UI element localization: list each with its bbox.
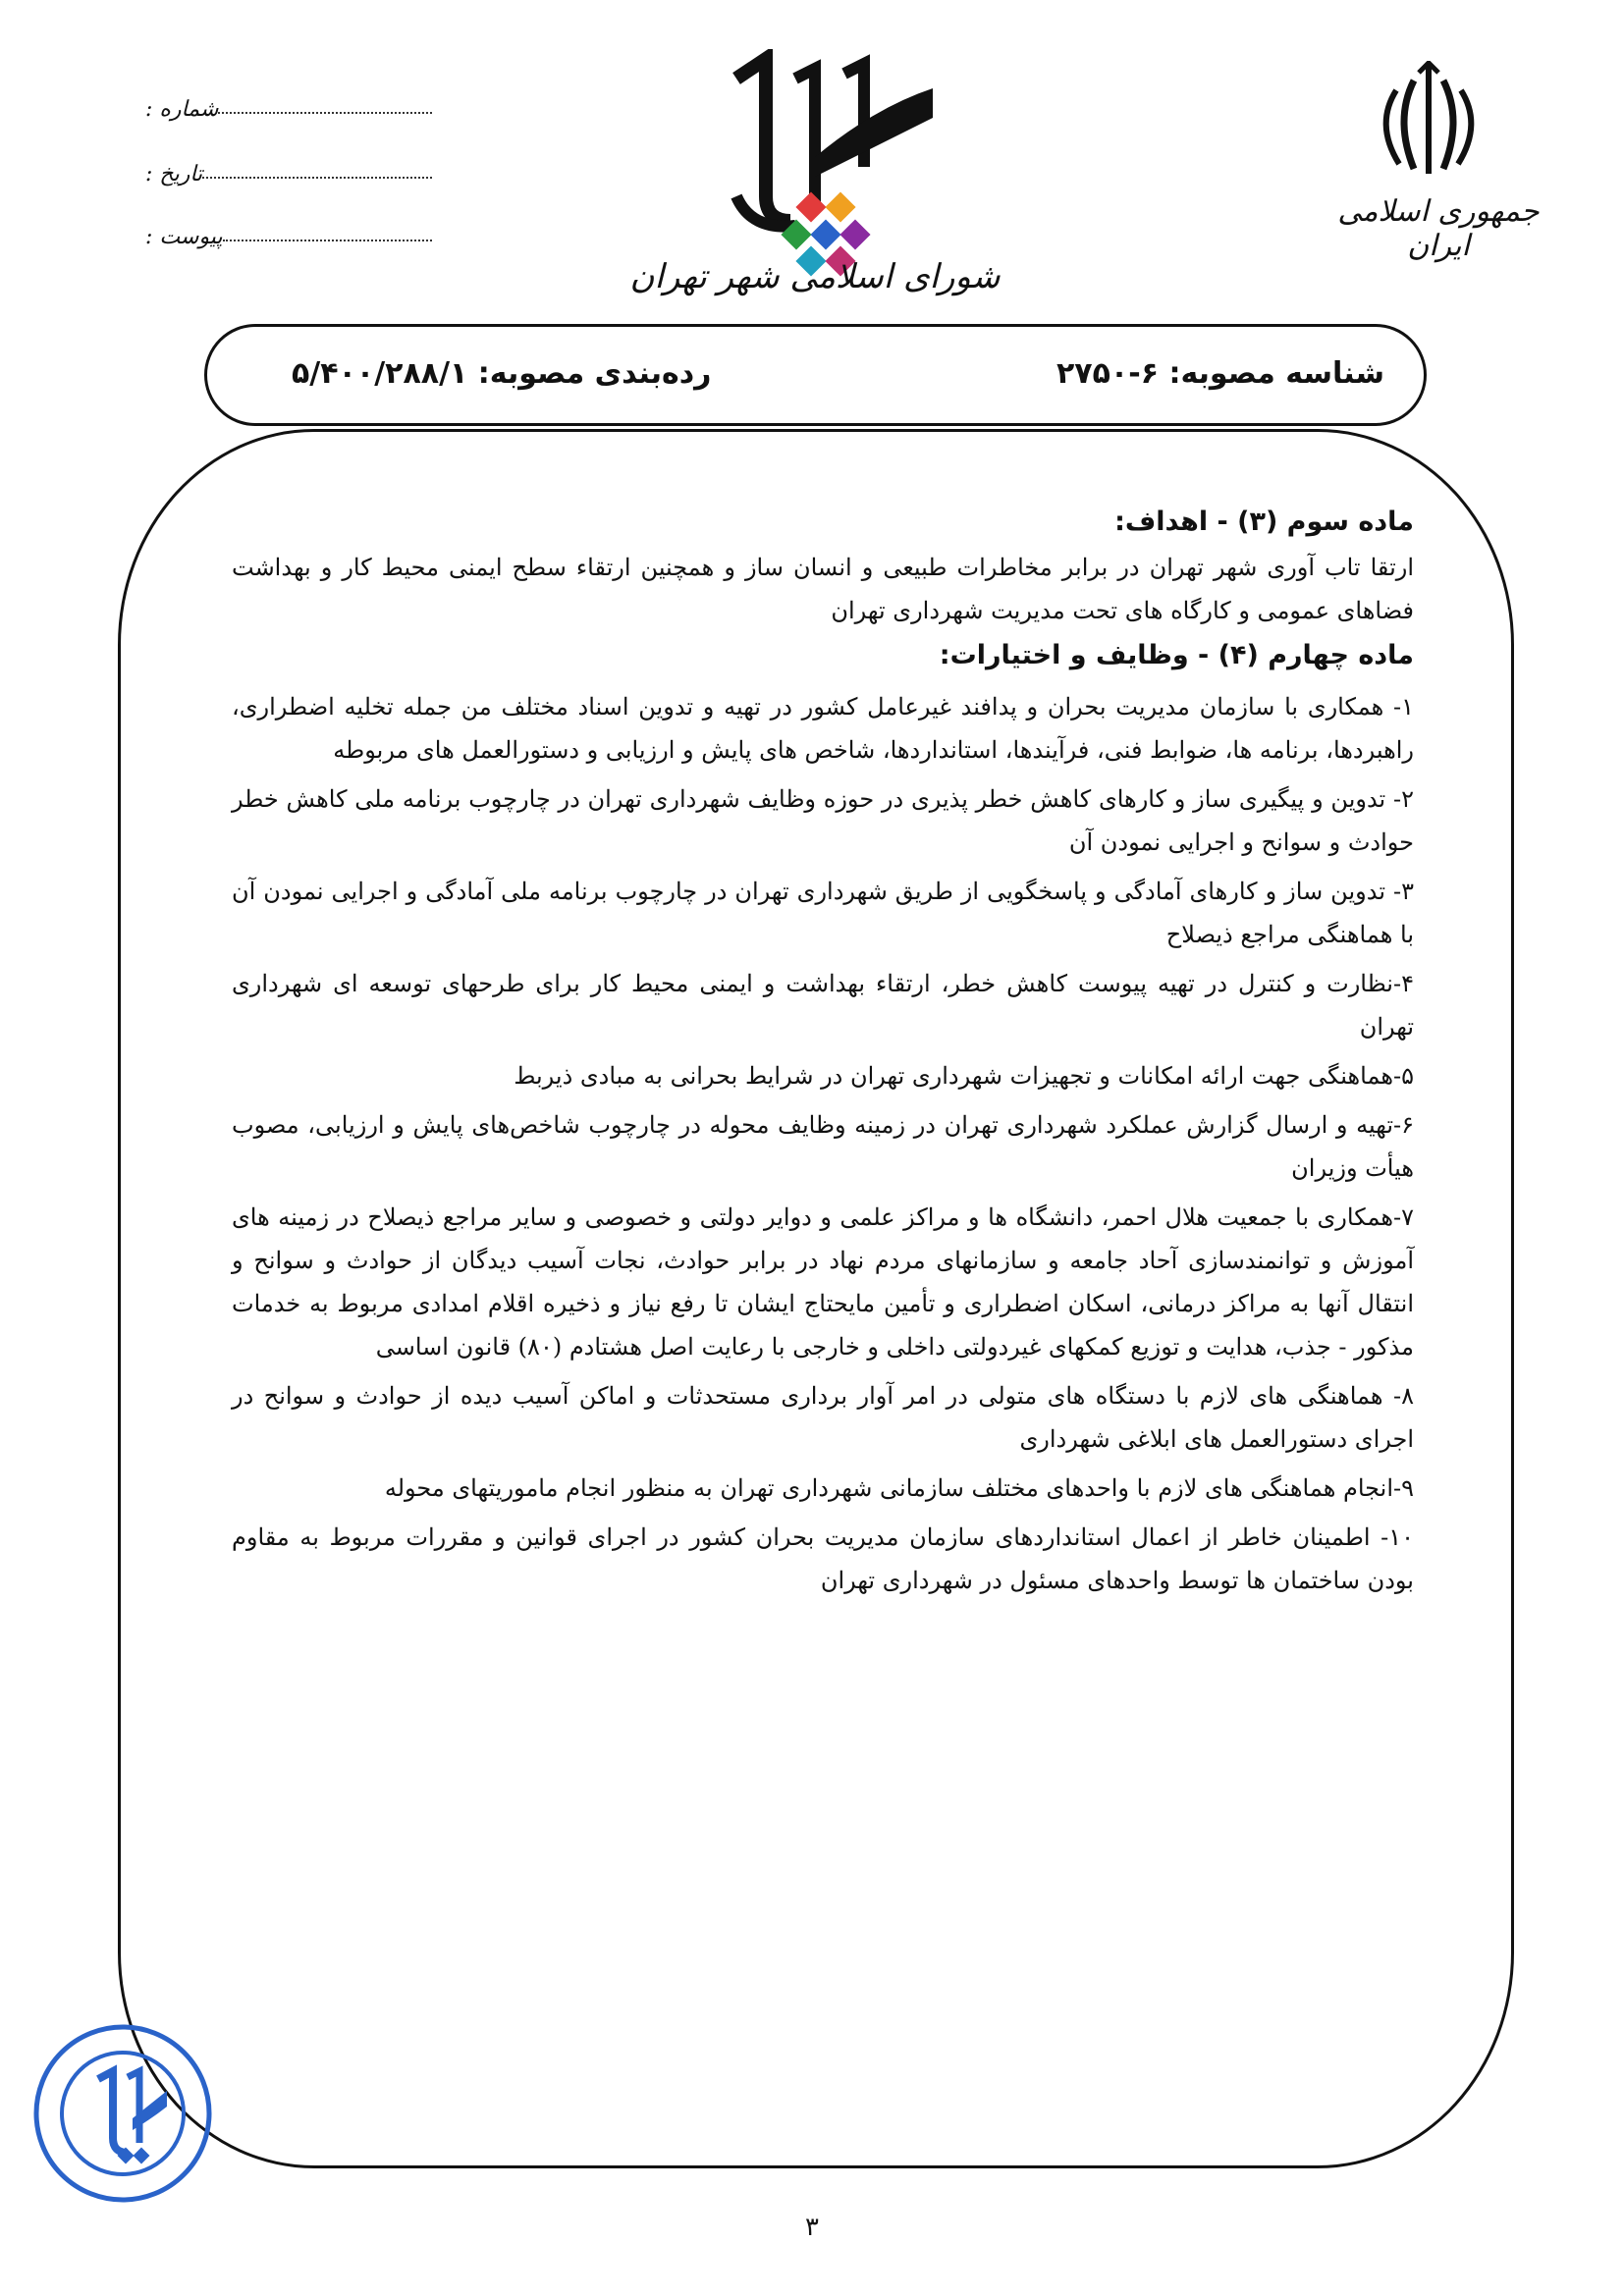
article-4-item-8: ۸- هماهنگی های لازم با دستگاه های متولی در امر آوار برداری مستحدثات و اماکن آسیب دیده از حوادث و سوانح در اجرای دستورالعمل های ابلاغی شهرداری <box>232 1382 1414 1453</box>
article-4-item-5: ۵-هماهنگی جهت ارائه امکانات و تجهیزات شهرداری تهران در شرایط بحرانی به مبادی ذیربط <box>514 1062 1414 1090</box>
article-4-item-3: ۳- تدوین ساز و کارهای آمادگی و پاسخگویی از طریق شهرداری تهران در چارچوب برنامه ملی آمادگی و اجرایی نمودن آن با هماهنگی مراجع ذیصلاح <box>232 878 1414 948</box>
article-3-title: ماده سوم (۳) - اهداف: <box>1114 507 1414 537</box>
resolution-classification: رده‌بندی مصوبه: ۵/۴۰۰/۲۸۸/۱ <box>292 356 712 391</box>
attachment-field <box>137 210 432 249</box>
article-4-item-1: ۱- همکاری با سازمان مدیریت بحران و پدافند غیرعامل کشور در تهیه و تدوین اسناد مختلف من جمله تخلیه اضطراری، راهبردها، برنامه ها، ضوابط فنی، فرآیندها، استانداردها، شاخص های پایش و ارزیابی و دستورالعمل های مربوطه <box>232 693 1414 764</box>
council-stamp-icon <box>29 2020 216 2207</box>
article-4-item-2: ۲- تدوین و پیگیری ساز و کارهای کاهش خطر پذیری در حوزه وظایف شهرداری تهران در چارچوب برنامه ملی کاهش خطر حوادث و سوانح و اجرایی نمودن آن <box>232 785 1414 856</box>
country-name: جمهوری اسلامی ایران <box>1337 194 1540 263</box>
iran-emblem-icon <box>1375 61 1483 179</box>
article-4-item-7: ۷-همکاری با جمعیت هلال احمر، دانشگاه ها و مراکز علمی و دوایر دولتی و خصوصی و سایر مراجع ذیصلاح در زمینه های آموزش و توانمندسازی آحاد جامعه و سازمانهای مردم نهاد در برابر حوادث، نجات آسیب دیدگان از حوادث و سوانح و انتقال آنها به مراکز درمانی، اسکان اضطراری و تأمین مایحتاج ایشان تا رفع نیاز و ذخیره اقلام امدادی مربوط به خدمات مذکور - جذب، هدایت و توزیع کمکهای غیردولتی داخلی و خارجی با رعایت اصل هشتادم (۸۰) قانون اساسی <box>232 1203 1414 1361</box>
article-4-item-10: ۱۰- اطمینان خاطر از اعمال استانداردهای سازمان مدیریت بحران کشور در اجرای قوانین و مقررات مربوط به مقاوم بودن ساختمان ها توسط واحدهای مسئول در شهرداری تهران <box>232 1523 1414 1594</box>
number-field <box>137 82 432 122</box>
document-body <box>232 499 1414 1602</box>
article-3-body: ارتقا تاب آوری شهر تهران در برابر مخاطرات طبیعی و انسان ساز و همچنین ارتقاء سطح ایمنی محیط کار و بهداشت فضاهای عمومی و کارگاه های تحت مدیریت شهرداری تهران <box>232 554 1415 624</box>
date-field <box>137 147 432 187</box>
attachment-label: پیوست : <box>145 225 223 249</box>
date-label: تاریخ : <box>145 162 203 187</box>
date-dotted-line <box>202 176 432 179</box>
number-label: شماره : <box>145 97 219 122</box>
number-dotted-line <box>218 111 432 114</box>
page-number: ۳ <box>805 2213 819 2242</box>
article-4-item-9: ۹-انجام هماهنگی های لازم با واحدهای مختلف سازمانی شهرداری تهران به منظور انجام ماموریتهای محوله <box>384 1474 1414 1502</box>
council-name: شورای اسلامی شهر تهران <box>629 257 1001 296</box>
article-4-item-6: ۶-تهیه و ارسال گزارش عملکرد شهرداری تهران در زمینه وظایف محوله در چارچوب شاخص‌های پایش و ارزیابی، مصوب هیأت وزیران <box>232 1111 1414 1182</box>
resolution-id: شناسه مصوبه: ۶-۲۷۵۰ <box>1056 356 1384 391</box>
article-4-title: ماده چهارم (۴) - وظایف و اختیارات: <box>939 640 1414 670</box>
attachment-dotted-line <box>223 239 432 241</box>
resolution-id-box <box>204 324 1427 426</box>
article-4-item-4: ۴-نظارت و کنترل در تهیه پیوست کاهش خطر، ارتقاء بهداشت و ایمنی محیط کار برای طرحهای توسعه ای شهرداری تهران <box>232 970 1414 1041</box>
